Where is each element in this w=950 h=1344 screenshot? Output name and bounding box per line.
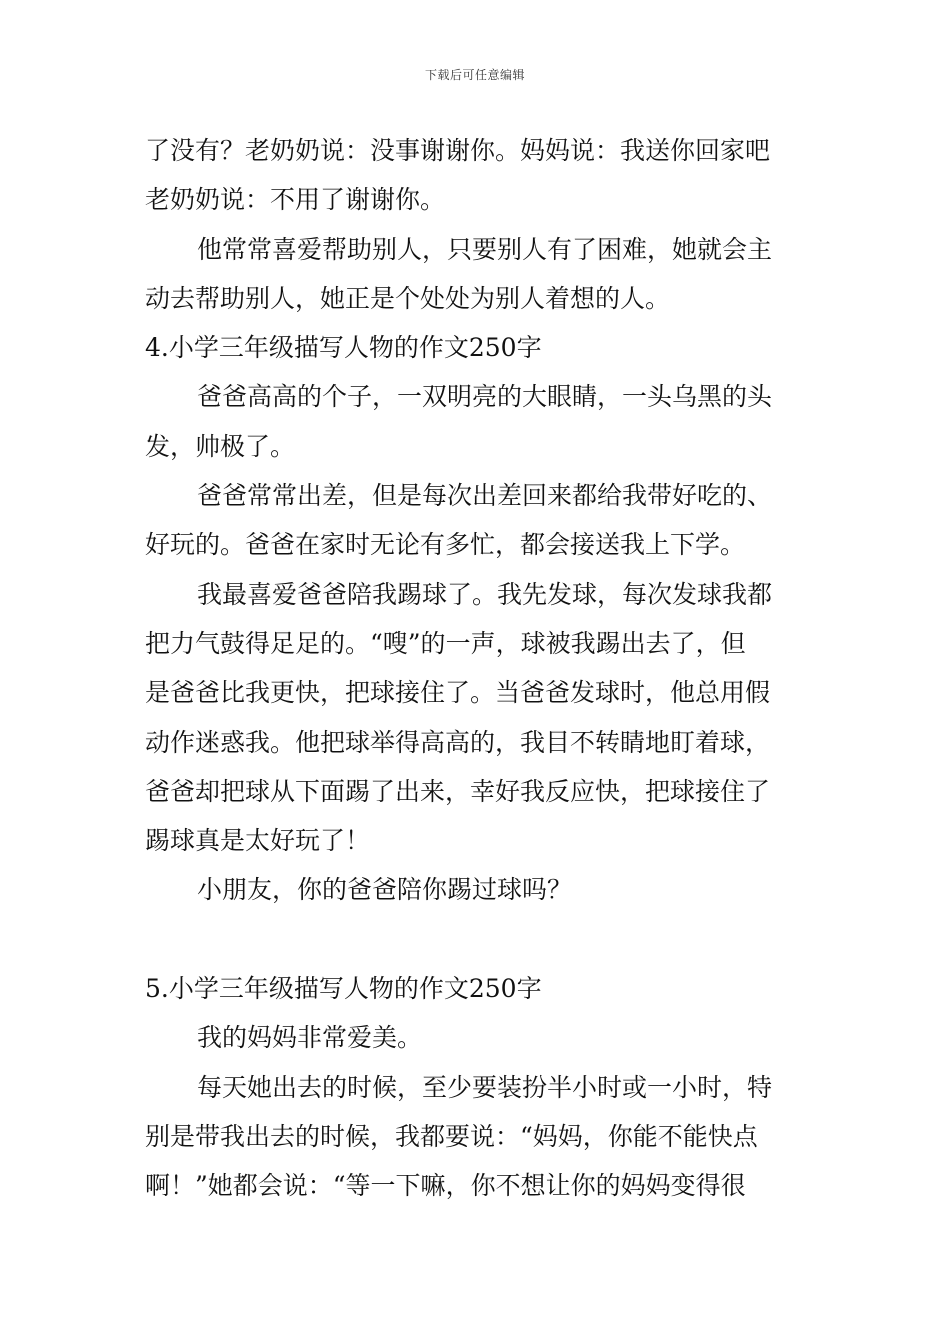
text-line: 踢球真是太好玩了！ [145, 826, 371, 856]
paragraph-start-line: 我最喜爱爸爸陪我踢球了。我先发球，每次发球我都 [197, 579, 773, 609]
section-heading-5: 5.小学三年级描写人物的作文250字 [145, 974, 542, 1004]
text-line: 别是带我出去的时候，我都要说：“妈妈，你能不能快点 [145, 1121, 758, 1151]
text-line: 把力气鼓得足足的。“嗖”的一声，球被我踢出去了，但 [145, 628, 746, 658]
paragraph-start-line: 他常常喜爱帮助别人，只要别人有了困难，她就会主 [197, 234, 773, 264]
text-line: 啊！”她都会说：“等一下嘛，你不想让你的妈妈变得很 [145, 1171, 746, 1201]
blank-line [145, 915, 810, 964]
text-line: 是爸爸比我更快，把球接住了。当爸爸发球时，他总用假 [145, 678, 771, 708]
text-line: 动作迷惑我。他把球举得高高的，我目不转睛地盯着球， [145, 727, 771, 757]
text-line: 好玩的。爸爸在家时无论有多忙，都会接送我上下学。 [145, 530, 746, 560]
text-line: 爸爸却把球从下面踢了出来，幸好我反应快，把球接住了 [145, 776, 771, 806]
paragraph-start-line: 爸爸常常出差，但是每次出差回来都给我带好吃的、 [197, 481, 773, 511]
paragraph-start-line: 小朋友，你的爸爸陪你踢过球吗？ [197, 875, 573, 905]
section-heading-4: 4.小学三年级描写人物的作文250字 [145, 333, 542, 363]
text-line: 动去帮助别人，她正是个处处为别人着想的人。 [145, 283, 671, 313]
paragraph-start-line: 我的妈妈非常爱美。 [197, 1023, 423, 1053]
page-header: 下载后可任意编辑 [424, 68, 525, 82]
text-line: 发，帅极了。 [145, 431, 296, 461]
document-body [145, 126, 810, 1211]
paragraph-start-line: 爸爸高高的个子，一双明亮的大眼睛，一头乌黑的头 [197, 382, 773, 412]
paragraph-start-line: 每天她出去的时候，至少要装扮半小时或一小时，特 [197, 1072, 773, 1102]
text-line: 老奶奶说：不用了谢谢你。 [145, 185, 446, 215]
text-line: 了没有？老奶奶说：没事谢谢你。妈妈说：我送你回家吧 [145, 136, 771, 165]
